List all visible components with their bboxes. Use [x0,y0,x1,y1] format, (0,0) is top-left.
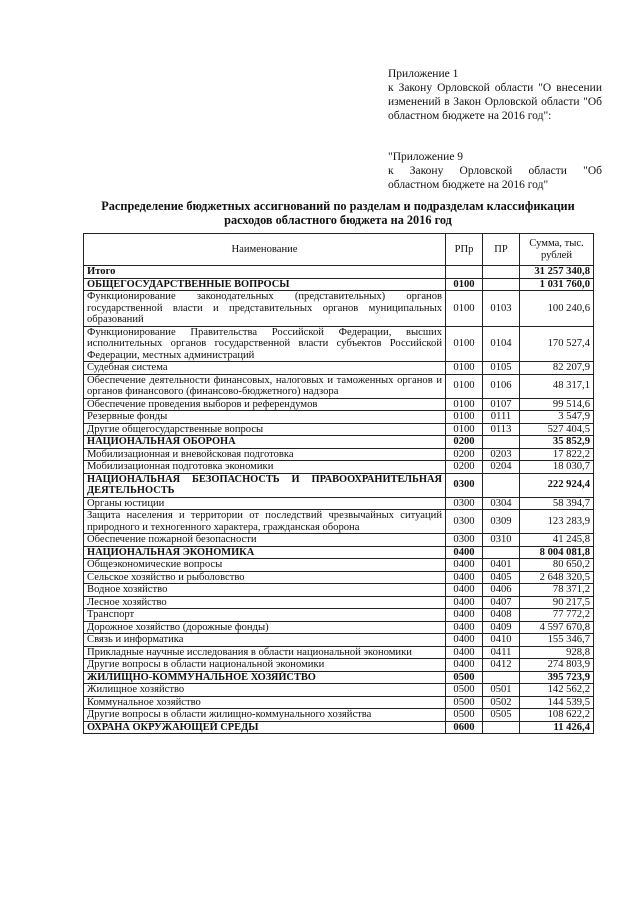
row-amount: 395 723,9 [520,671,594,684]
total-rpr-cell [446,266,483,279]
table-row [84,291,594,327]
row-rpr: 0400 [446,646,483,659]
row-amount: 3 547,9 [520,411,594,424]
row-pr: 0106 [483,374,520,398]
row-pr: 0410 [483,634,520,647]
row-amount: 527 404,5 [520,423,594,436]
row-pr: 0412 [483,659,520,672]
row-pr: 0406 [483,584,520,597]
row-amount: 1 031 760,0 [520,278,594,291]
table-row [84,571,594,584]
row-amount: 222 924,4 [520,473,594,497]
row-rpr: 0500 [446,696,483,709]
row-amount: 100 240,6 [520,291,594,327]
row-pr: 0501 [483,684,520,697]
header-rpr: РПр [446,234,483,266]
row-name: Обеспечение пожарной безопасности [84,534,446,547]
row-pr: 0113 [483,423,520,436]
row-pr: 0107 [483,398,520,411]
row-amount: 2 648 320,5 [520,571,594,584]
row-rpr: 0400 [446,546,483,559]
row-name: Функционирование законодательных (представительных) органов государственной власти и представительных органов муниципальных образований [84,291,446,327]
table-row [84,398,594,411]
row-rpr: 0100 [446,411,483,424]
header-amount: Сумма, тыс. рублей [520,234,594,266]
row-rpr: 0300 [446,510,483,534]
row-rpr: 0400 [446,571,483,584]
row-name: Жилищное хозяйство [84,684,446,697]
table-row [84,709,594,722]
row-rpr: 0100 [446,374,483,398]
row-rpr: 0100 [446,326,483,362]
row-name: Транспорт [84,609,446,622]
row-amount: 8 004 081,8 [520,546,594,559]
table-row [84,423,594,436]
row-rpr: 0100 [446,423,483,436]
row-rpr: 0100 [446,278,483,291]
row-pr: 0411 [483,646,520,659]
row-amount: 155 346,7 [520,634,594,647]
row-pr: 0408 [483,609,520,622]
table-header-row [84,234,594,266]
row-pr: 0111 [483,411,520,424]
row-amount: 274 803,9 [520,659,594,672]
row-rpr: 0600 [446,721,483,734]
table-row [84,326,594,362]
row-pr [483,436,520,449]
row-name: Резервные фонды [84,411,446,424]
appendix-1-text: к Закону Орловской области "О внесении изменений в Закон Орловской области "Об областном бюджете на 2016 год": [388,82,602,122]
row-amount: 99 514,6 [520,398,594,411]
row-name: Другие вопросы в области национальной экономики [84,659,446,672]
table-row [84,374,594,398]
table-row [84,584,594,597]
table-row [84,659,594,672]
row-name: Связь и информатика [84,634,446,647]
row-name: НАЦИОНАЛЬНАЯ БЕЗОПАСНОСТЬ И ПРАВООХРАНИТЕЛЬНАЯ ДЕЯТЕЛЬНОСТЬ [84,473,446,497]
row-name: Мобилизационная подготовка экономики [84,461,446,474]
row-rpr: 0100 [446,362,483,375]
row-amount: 80 650,2 [520,559,594,572]
row-pr: 0310 [483,534,520,547]
section-row [84,278,594,291]
row-amount: 18 030,7 [520,461,594,474]
row-name: Водное хозяйство [84,584,446,597]
row-amount: 41 245,8 [520,534,594,547]
row-rpr: 0400 [446,659,483,672]
row-pr [483,278,520,291]
row-amount: 77 772,2 [520,609,594,622]
row-rpr: 0300 [446,497,483,510]
table-row [84,534,594,547]
row-pr: 0502 [483,696,520,709]
appendix-9-text: к Закону Орловской области "Об областном бюджете на 2016 год" [388,165,602,191]
table-row [84,510,594,534]
row-rpr: 0400 [446,634,483,647]
row-name: ОБЩЕГОСУДАРСТВЕННЫЕ ВОПРОСЫ [84,278,446,291]
row-name: Органы юстиции [84,497,446,510]
row-pr [483,473,520,497]
table-row [84,634,594,647]
row-pr: 0401 [483,559,520,572]
total-amount: 31 257 340,8 [520,266,594,279]
row-rpr: 0500 [446,671,483,684]
row-name: Судебная система [84,362,446,375]
row-amount: 35 852,9 [520,436,594,449]
table-row [84,684,594,697]
appendix-9-title: "Приложение 9 [388,151,464,163]
row-amount: 108 622,2 [520,709,594,722]
budget-allocation-table [83,233,594,734]
row-pr: 0204 [483,461,520,474]
row-amount: 144 539,5 [520,696,594,709]
table-row [84,609,594,622]
row-name: Другие вопросы в области жилищно-коммунального хозяйства [84,709,446,722]
header-pr: ПР [483,234,520,266]
row-name: Сельское хозяйство и рыболовство [84,571,446,584]
section-row [84,721,594,734]
row-rpr: 0400 [446,559,483,572]
row-amount: 48 317,1 [520,374,594,398]
row-amount: 170 527,4 [520,326,594,362]
row-pr: 0105 [483,362,520,375]
appendix-1-title: Приложение 1 [388,68,459,80]
row-name: Другие общегосударственные вопросы [84,423,446,436]
appendix-1-block [388,67,602,123]
row-name: Обеспечение проведения выборов и референдумов [84,398,446,411]
row-pr [483,546,520,559]
row-rpr: 0400 [446,584,483,597]
row-name: НАЦИОНАЛЬНАЯ ОБОРОНА [84,436,446,449]
row-rpr: 0100 [446,291,483,327]
row-name: Коммунальное хозяйство [84,696,446,709]
row-amount: 82 207,9 [520,362,594,375]
table-row [84,696,594,709]
row-pr: 0104 [483,326,520,362]
total-pr-cell [483,266,520,279]
row-amount: 58 394,7 [520,497,594,510]
table-row [84,559,594,572]
total-row [84,266,594,279]
header-name: Наименование [84,234,446,266]
table-row [84,411,594,424]
table-row [84,362,594,375]
row-rpr: 0300 [446,534,483,547]
row-rpr: 0500 [446,709,483,722]
row-pr: 0103 [483,291,520,327]
row-name: ОХРАНА ОКРУЖАЮЩЕЙ СРЕДЫ [84,721,446,734]
row-name: Лесное хозяйство [84,596,446,609]
appendix-9-block [388,150,602,192]
row-rpr: 0400 [446,596,483,609]
row-amount: 90 217,5 [520,596,594,609]
row-name: ЖИЛИЩНО-КОММУНАЛЬНОЕ ХОЗЯЙСТВО [84,671,446,684]
section-row [84,436,594,449]
row-pr: 0309 [483,510,520,534]
section-row [84,671,594,684]
table-row [84,497,594,510]
table-row [84,646,594,659]
row-rpr: 0200 [446,461,483,474]
row-name: Защита населения и территории от последствий чрезвычайных ситуаций природного и техногенного характера, гражданская оборона [84,510,446,534]
row-amount: 78 371,2 [520,584,594,597]
row-rpr: 0400 [446,621,483,634]
row-pr: 0405 [483,571,520,584]
row-amount: 928,8 [520,646,594,659]
row-name: Дорожное хозяйство (дорожные фонды) [84,621,446,634]
row-amount: 17 822,2 [520,448,594,461]
row-pr [483,671,520,684]
row-rpr: 0400 [446,609,483,622]
row-pr: 0203 [483,448,520,461]
table-row [84,461,594,474]
section-row [84,473,594,497]
row-name: НАЦИОНАЛЬНАЯ ЭКОНОМИКА [84,546,446,559]
row-amount: 123 283,9 [520,510,594,534]
row-rpr: 0200 [446,436,483,449]
row-rpr: 0100 [446,398,483,411]
row-rpr: 0500 [446,684,483,697]
row-rpr: 0200 [446,448,483,461]
row-amount: 142 562,2 [520,684,594,697]
table-row [84,621,594,634]
row-pr: 0407 [483,596,520,609]
row-name: Мобилизационная и вневойсковая подготовка [84,448,446,461]
row-pr: 0505 [483,709,520,722]
row-pr: 0409 [483,621,520,634]
total-label: Итого [84,266,446,279]
row-pr [483,721,520,734]
document-title: Распределение бюджетных ассигнований по разделам и подразделам классификации расходов областного бюджета на 2016 год [101,199,575,227]
row-rpr: 0300 [446,473,483,497]
row-name: Функционирование Правительства Российской Федерации, высших исполнительных органов государственной власти субъектов Российской Федерации, местных администраций [84,326,446,362]
table-row [84,448,594,461]
row-name: Прикладные научные исследования в области национальной экономики [84,646,446,659]
row-name: Обеспечение деятельности финансовых, налоговых и таможенных органов и органов финансового (финансово-бюджетного) надзора [84,374,446,398]
table-row [84,596,594,609]
section-row [84,546,594,559]
row-amount: 11 426,4 [520,721,594,734]
row-pr: 0304 [483,497,520,510]
row-amount: 4 597 670,8 [520,621,594,634]
row-name: Общеэкономические вопросы [84,559,446,572]
